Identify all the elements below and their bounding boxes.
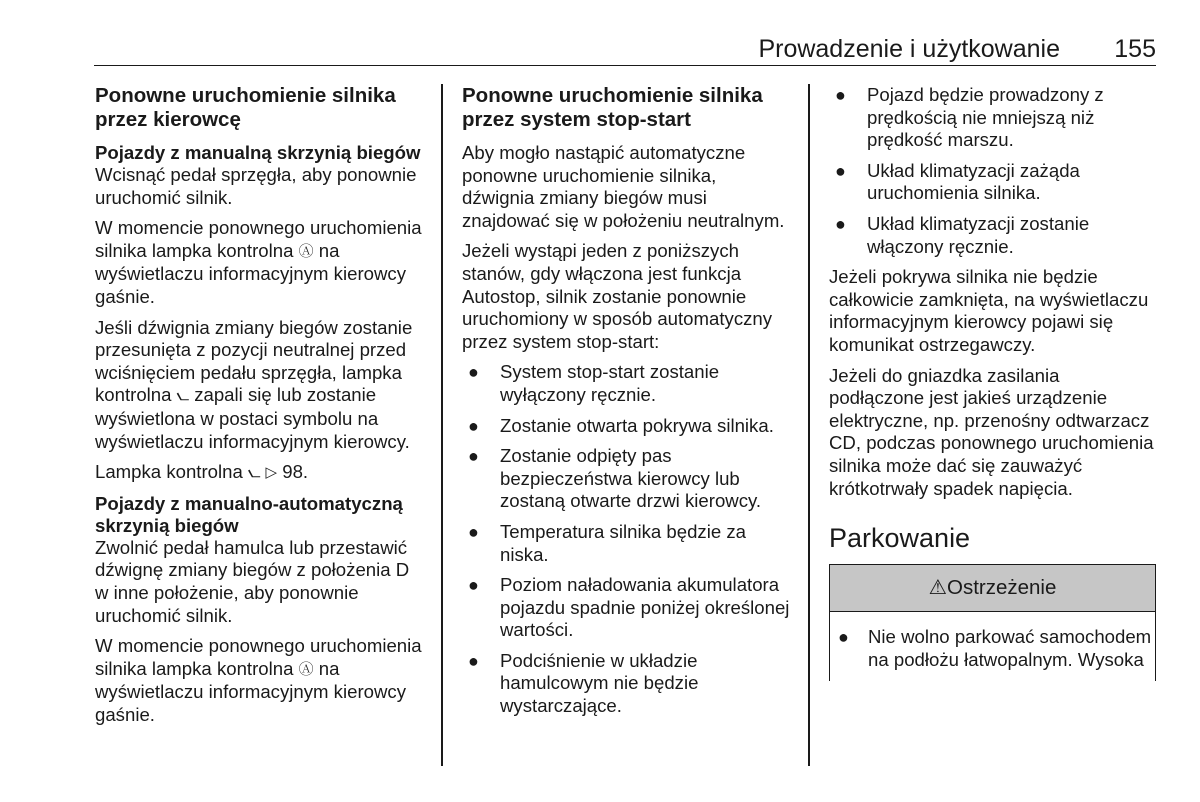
warning-box [829, 564, 1156, 681]
warning-header [830, 565, 1155, 612]
autostop-indicator-icon: Ⓐ [298, 242, 314, 260]
restart-conditions-list-continued [829, 84, 1156, 258]
paragraph: Jeśli dźwignia zmiany biegów zostanie przesunięta z pozycji neutralnej przed wciśnięciem pedału sprzęgła, lampka kontrolna ⦦ zapali się lub zostanie wyświetlona w postaci symbolu na wyświetlaczu informacyjnym kierowcy. [95, 316, 413, 452]
bullet-icon: ● [835, 213, 846, 234]
list-item: ● Temperatura silnika będzie za niska. [468, 520, 746, 565]
column-divider-2 [808, 84, 810, 766]
bullet-icon: ● [468, 415, 479, 436]
paragraph: Wcisnąć pedał sprzęgła, aby ponownie uruchomić silnik. [95, 164, 417, 208]
list-item: ● Nie wolno parkować samochodem na podłożu łatwopalnym. Wysoka [838, 626, 1152, 670]
warning-triangle-icon: ⚠ [928, 576, 947, 600]
subheading-manual-gearbox: Pojazdy z manualną skrzynią biegów [95, 142, 421, 163]
column-3 [829, 84, 1156, 681]
bullet-icon: ● [835, 160, 846, 181]
page-number: 155 [1114, 35, 1156, 63]
restart-conditions-list [462, 361, 792, 717]
bullet-icon: ● [835, 85, 846, 105]
column-1 [95, 84, 425, 734]
bullet-icon: ● [468, 521, 479, 542]
gear-position-label: D [395, 559, 410, 581]
subheading-automated-gearbox: Pojazdy z manualno-automatyczną skrzynią biegów [95, 492, 403, 536]
list-item: ● Zostanie odpięty pas bezpieczeństwa kierowcy lub zostaną otwarte drzwi kierowcy. [468, 445, 762, 512]
bullet-icon: ● [838, 627, 849, 648]
section-heading-driver-restart: Ponowne uruchomienie silnika przez kierowcę [95, 84, 396, 131]
page-reference-arrow-icon: ▷ [265, 464, 278, 482]
bullet-icon: ● [468, 575, 479, 596]
section-title-parking: Parkowanie [829, 523, 971, 554]
paragraph-reference: Lampka kontrolna ⦦ ▷ 98. [95, 461, 425, 485]
clutch-indicator-icon: ⦦ [247, 464, 261, 482]
paragraph: Jeżeli do gniazdka zasilania podłączone jest jakieś urządzenie elektryczne, np. przenośny odtwarzacz CD, podczas ponownego uruchomienia silnika może dać się zauważyć krótkotrwały spadek napięcia. [829, 364, 1154, 499]
list-item: ● System stop-start zostanie wyłączony ręcznie. [468, 361, 720, 405]
warning-title: Ostrzeżenie [947, 576, 1057, 600]
paragraph: W momencie ponownego uruchomienia silnika lampka kontrolna Ⓐ na wyświetlaczu informacyjnym kierowcy gaśnie. [95, 635, 422, 725]
list-item: ● Układ klimatyzacji zostanie włączony ręcznie. [835, 212, 1090, 257]
page-header [94, 34, 1156, 66]
clutch-indicator-icon: ⦦ [176, 387, 190, 405]
paragraph: Jeżeli pokrywa silnika nie będzie całkowicie zamknięta, na wyświetlaczu informacyjnym kierowcy pojawi się komunikat ostrzegawczy. [829, 266, 1149, 355]
warning-body [830, 612, 1155, 681]
list-item: ● Zostanie otwarta pokrywa silnika. [468, 414, 774, 436]
column-divider-1 [441, 84, 443, 766]
paragraph: Jeżeli wystąpi jeden z poniższych stanów, gdy włączona jest funkcja Autostop, silnik zostanie ponownie uruchomiony w sposób automatyczny przez system stop-start: [462, 240, 773, 352]
column-2 [462, 84, 792, 726]
paragraph: W momencie ponownego uruchomienia silnika lampka kontrolna Ⓐ na wyświetlaczu informacyjnym kierowcy gaśnie. [95, 217, 422, 307]
bullet-icon: ● [468, 650, 479, 671]
autostop-indicator-icon: Ⓐ [298, 660, 314, 678]
list-item: ● Podciśnienie w układzie hamulcowym nie będzie wystarczające. [468, 649, 699, 717]
paragraph: Zwolnić pedał hamulca lub przestawić dźwignę zmiany biegów z położenia D w inne położenie, aby ponownie uruchomić silnik. [95, 536, 410, 626]
bullet-icon: ● [468, 446, 479, 467]
bullet-icon: ● [468, 362, 479, 383]
list-item: ● Układ klimatyzacji zażąda uruchomienia silnika. [835, 159, 1080, 204]
list-item: ● Poziom naładowania akumulatora pojazdu spadnie poniżej określonej wartości. [468, 574, 790, 641]
list-item: ● Pojazd będzie prowadzony z prędkością nie mniejszą niż prędkość marszu. [835, 84, 1104, 151]
paragraph: Aby mogło nastąpić automatyczne ponowne uruchomienie silnika, dźwignia zmiany biegów musi znajdować się w położeniu neutralnym. [462, 142, 785, 231]
section-heading-system-restart: Ponowne uruchomienie silnika przez system stop-start [462, 84, 763, 131]
header-title: Prowadzenie i użytkowanie [758, 35, 1060, 63]
